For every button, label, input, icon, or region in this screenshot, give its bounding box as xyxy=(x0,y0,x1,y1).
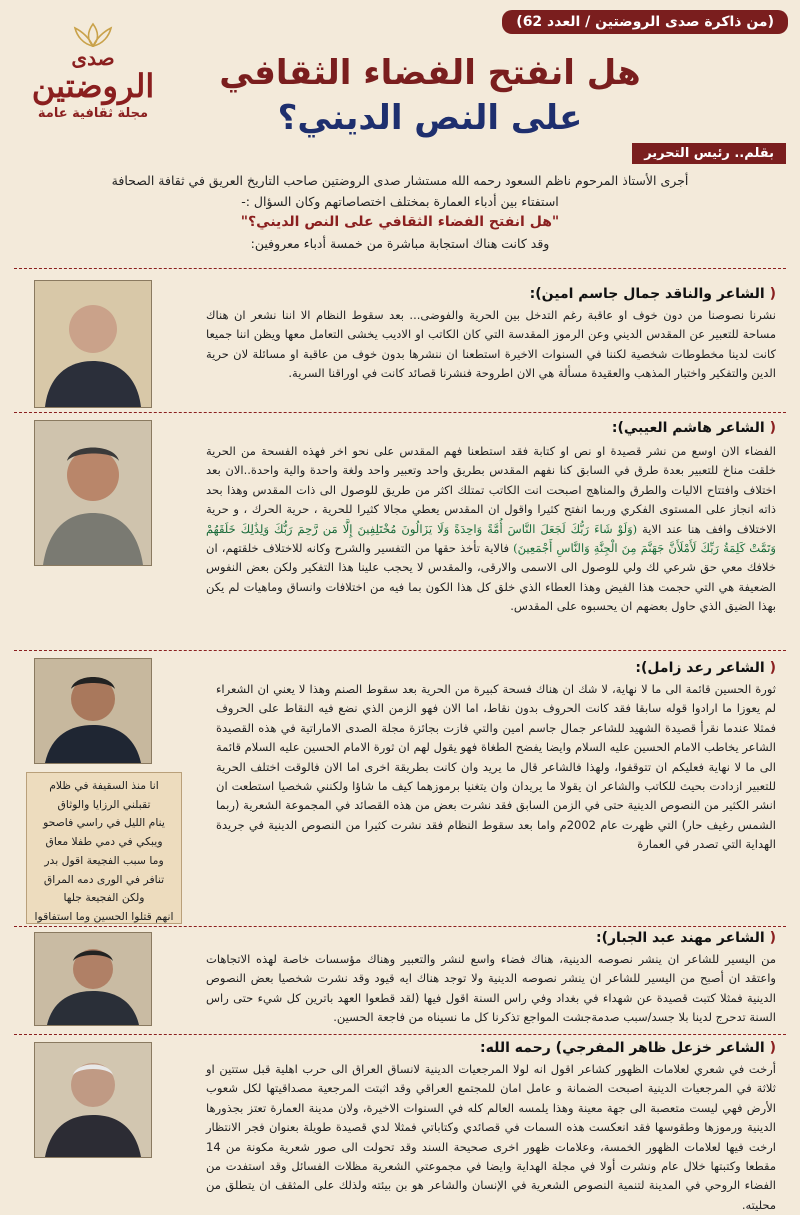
intro-question: "هل انفتح الفضاء الثقافي على النص الديني؟" xyxy=(240,214,560,230)
poem-line: تقبلني الرزايا والوثاق xyxy=(57,797,151,811)
logo-tagline: مجلة ثقافية عامة xyxy=(37,106,149,121)
byline: بقلم.. رئيس التحرير xyxy=(632,143,786,164)
divider xyxy=(14,1034,786,1035)
poem-box xyxy=(26,772,182,924)
section-body xyxy=(206,442,776,642)
section-2-name: الشاعر هاشم العيبي): xyxy=(611,420,765,436)
person-icon xyxy=(35,421,151,565)
title-line-2: على النص الديني؟ xyxy=(277,98,583,138)
section-5-name: الشاعر خزعل ظاهر المفرجي) رحمه الله: xyxy=(480,1040,765,1056)
magazine-logo xyxy=(18,22,168,132)
section-body: أرخت في شعري لعلامات الظهور كشاعر اقول انه لولا المرجعيات الدينية لانساق العراق الى حرب اهلية قبل ستتين او ثلاثة في المرجعيات الدينية اصبحت الضمانة و عامل امان للمجتمع العراقي وقد اثبتت المرجعية مصداقيتها لكل شعوب الأرض فهي ليست متعصبة الى جهة معينة وهذا يلمسه العالم كله في السنوات الاخيرة، ولان مدينة العمارة تعتز بجذورها الدينية ورموزها وطقوسها فقد انعكست هذه السمات في قصائدي وكتاباتي فمثلا لدي قصيدة طويلة بعنوان فجر الانتظار ارخت فيها لعلامات الظهور الخمسة، وعلامات ظهور اخرى صحيحة السند وقد تحولت الى صور شعرية مكونة من 14 مقطعا وكتبتها خلال عام ونشرت أولا في مجلة الهداية وايضا في مجموعتي الشعرية مظلات الفسائل وقد استفدت من الفضاء الروحي في المدينة لتنمية النصوص الشعرية في الإنسان والشاعر هو بن بيئته ولذلك على المثقف ان يتطلق من محليته. xyxy=(206,1062,776,1212)
intro-line-2: استفتاء بين أدباء العمارة بمختلف اختصاصاتهم وكان السؤال :- xyxy=(241,194,559,209)
page-title xyxy=(200,50,660,140)
section-heading: ( الشاعر خزعل ظاهر المفرجي) رحمه الله: xyxy=(480,1040,776,1056)
lotus-icon xyxy=(63,22,123,48)
poem-line: ولكن الفجيعة جلها xyxy=(63,891,145,905)
poem-line: انهم قتلوا الحسين وما استفاقوا xyxy=(34,909,174,923)
body-text: فالاية تأخذ حقها من التفسير والشرح وكانه للاختلاف خلقتهم، ان خلافك معي حق شرعي لك ولي للوصول الى الاسمى والارقى، والمقدس لا يحجب علينا هذا التفكير ولكن بعض النفوس الضعيفة هي التي حجمت هذا الفيض وهذا العطاء الذي خلق كل هذا الكون بما فيه من اختلافات وانساق وماهيات لم يكن بهذا الضيق الذي حاول بعضهم ان يحسبوه على المقدس. xyxy=(206,541,776,614)
portrait-photo xyxy=(34,658,152,764)
section-body: من اليسير للشاعر ان ينشر نصوصه الدينية، هناك فضاء واسع لنشر والتعبير وهناك مؤسسات خاصة لهذه الاتجاهات واعتقد ان أصبح من اليسير للشاعر ان ينشر نصوصه الدينية ولا توجد هناك ايه قيود وقد نشرت شخصيا بعض النصوص الدينية فمثلا كتبت قصيدة عن شهداء في بغداد وفي راس السنة اقول فيها (لقد قطعوا العهد باترين كل شيء حتى راس السنة تدحرج لدينا بلا جسد/سبب صدمةجشت المواجع تذكرنا كل ما نسيناه من فاجعة الحسين. xyxy=(206,952,776,1025)
portrait-photo xyxy=(34,932,152,1026)
section-body: ثورة الحسين قائمة الى ما لا نهاية، لا شك ان هناك فسحة كبيرة من الحرية بعد سقوط الصنم وهذا لا يعني ان الشعراء لم يعوزا ما ارادوا قوله سابقا فقد كانت الحروف بدون نقاط، اما الان فهو الزمن الذي نضع فيه النقاط على الحروف فمثلا عندما نقرأ قصيدة الشهيد للشاعر جمال جاسم امين والتي فازت بجائزة مجلة الصدى الاماراتية في هذه القصيدة الشاعر يخاطب الامام الحسين عليه السلام وايضا يفضح الطغاة فهو يقول لهم ان ثورة الامام الحسين عليه السلام قائمة الى ما لا نهاية فعليكم ان تتوقفوا، ولهذا فالشاعر قال ما يريد وان كانت بطريقة اخرى اما الان فالوقت اختلف الحرية للتعبير ازدادت بحيث للكاتب والشاعر ان يقولا ما يريدان وان يتغنيا برموزهما كيف ما شاؤا ولكنني شخصيا استطعت ان انشر الكثير من النصوص الدينية حتى في الزمن السابق فقد نشرت بعض من هذه القصائد في المجموعة الشعرية (ربما الشمس رغيف حار) التي ظهرت عام 2002م واما بعد سقوط النظام فقد نشرت كثيرا من النصوص الدينية في جريدة الهداية التي تصدر في العمارة xyxy=(216,682,776,852)
body-text: الفضاء الان اوسع من نشر قصيدة او نص او كتابة فقد استطعنا فهم المقدس على نحو اخر فهذه الفسحة من الحرية خلقت مناخ للتعبير بعدة طرق في السابق كنا نفهم المقدس بطريق واحد وتعبير واحد ولغة واحدة والية واحدة..الان بعد اختلاف وافتتاح الاليات والطرق والمناهج اصبحت انت الكاتب تمتلك اكثر من طريق للوصول الى ذات المقدس وهذا بحد ذاته انجاز على المستوى الفكري وربما انفتح كثيرا واقول ان المقدس يعطي مجالا كثيرا للحرية ، حرية الحرك ، و حرية الاختلاف وافف هنا عند الاية xyxy=(206,444,776,536)
section-heading: ( الشاعر رعد زامل): xyxy=(635,660,776,676)
portrait-photo xyxy=(34,280,152,408)
poem-line: ويبكي في دمي طفلا معاق xyxy=(45,835,163,849)
divider xyxy=(14,926,786,927)
section-body: نشرنا نصوصنا من دون خوف او عاقبة رغم التدخل بين الحرية والفوضى... بعد سقوط النظام الا اننا نشعر ان هناك مساحة للتعبير عن المقدس الديني وعن الرموز المقدسة التي كان الكاتب او الاديب يخشى التعامل معها ويظن اننا جميعا كانت لدينا مخطوطات شخصية لكننا في السنوات الاخيرة استطعنا ان ننشرها بدون خوف من عاقبة او مسائلة لان حرية الدين والتفكير واختبار المذهب والعقيدة مسألة هي الان اطروحة فنشرنا قصائد كانت في اوراقنا السرية. xyxy=(206,308,776,381)
divider xyxy=(14,650,786,651)
portrait-photo xyxy=(34,420,152,566)
poem-line: وما سبب الفجيعة اقول بدر xyxy=(44,853,164,867)
issue-tag: (من ذاكرة صدى الروضتين / العدد 62) xyxy=(502,10,788,34)
section-1-name: الشاعر والناقد جمال جاسم امين): xyxy=(529,286,765,302)
person-icon xyxy=(35,1043,151,1157)
intro-line-3: وقد كانت هناك استجابة مباشرة من خمسة أدباء معروفين: xyxy=(250,236,550,251)
title-line-1: هل انفتح الفضاء الثقافي xyxy=(219,53,641,93)
intro xyxy=(40,170,760,254)
poem-line: تنافر في الورى دمه المراق xyxy=(43,872,165,886)
section-3-name: الشاعر رعد زامل): xyxy=(635,660,765,676)
divider xyxy=(14,268,786,269)
logo-line-2: الروضتين xyxy=(31,67,155,105)
logo-line-1: صدى xyxy=(71,46,115,70)
poem-line: ينام الليل في راسي فاصحو xyxy=(43,816,165,830)
divider xyxy=(14,412,786,413)
section-heading: ( الشاعر والناقد جمال جاسم امين): xyxy=(529,286,776,302)
portrait-photo xyxy=(34,1042,152,1158)
section-heading: ( الشاعر مهند عبد الجبار): xyxy=(596,930,776,946)
quran-verse: (وَلَوْ شَاءَ رَبُّكَ لَجَعَلَ النَّاسَ أُمَّةً وَاحِدَةً وَلَا يَزَالُونَ مُخْتَلِفِينَ إِلَّا مَن رَّحِمَ رَبُّكَ وَلِذَٰلِكَ خَلَقَهُمْ وَتَمَّتْ كَلِمَةُ رَبِّكَ لَأَمْلَأَنَّ جَهَنَّمَ مِنَ الْجِنَّةِ وَالنَّاسِ أَجْمَعِينَ) xyxy=(206,521,776,556)
person-icon xyxy=(35,281,151,407)
poem-line: انا منذ السقيفة في ظلام xyxy=(49,779,159,792)
section-heading: ( الشاعر هاشم العيبي): xyxy=(611,420,776,436)
person-icon xyxy=(35,933,151,1025)
person-icon xyxy=(35,659,151,763)
section-4-name: الشاعر مهند عبد الجبار): xyxy=(596,930,765,946)
intro-line-1: أجرى الأستاذ المرحوم ناظم السعود رحمه الله مستشار صدى الروضتين صاحب التاريخ العريق في ثقافة الصحافة xyxy=(111,173,689,188)
